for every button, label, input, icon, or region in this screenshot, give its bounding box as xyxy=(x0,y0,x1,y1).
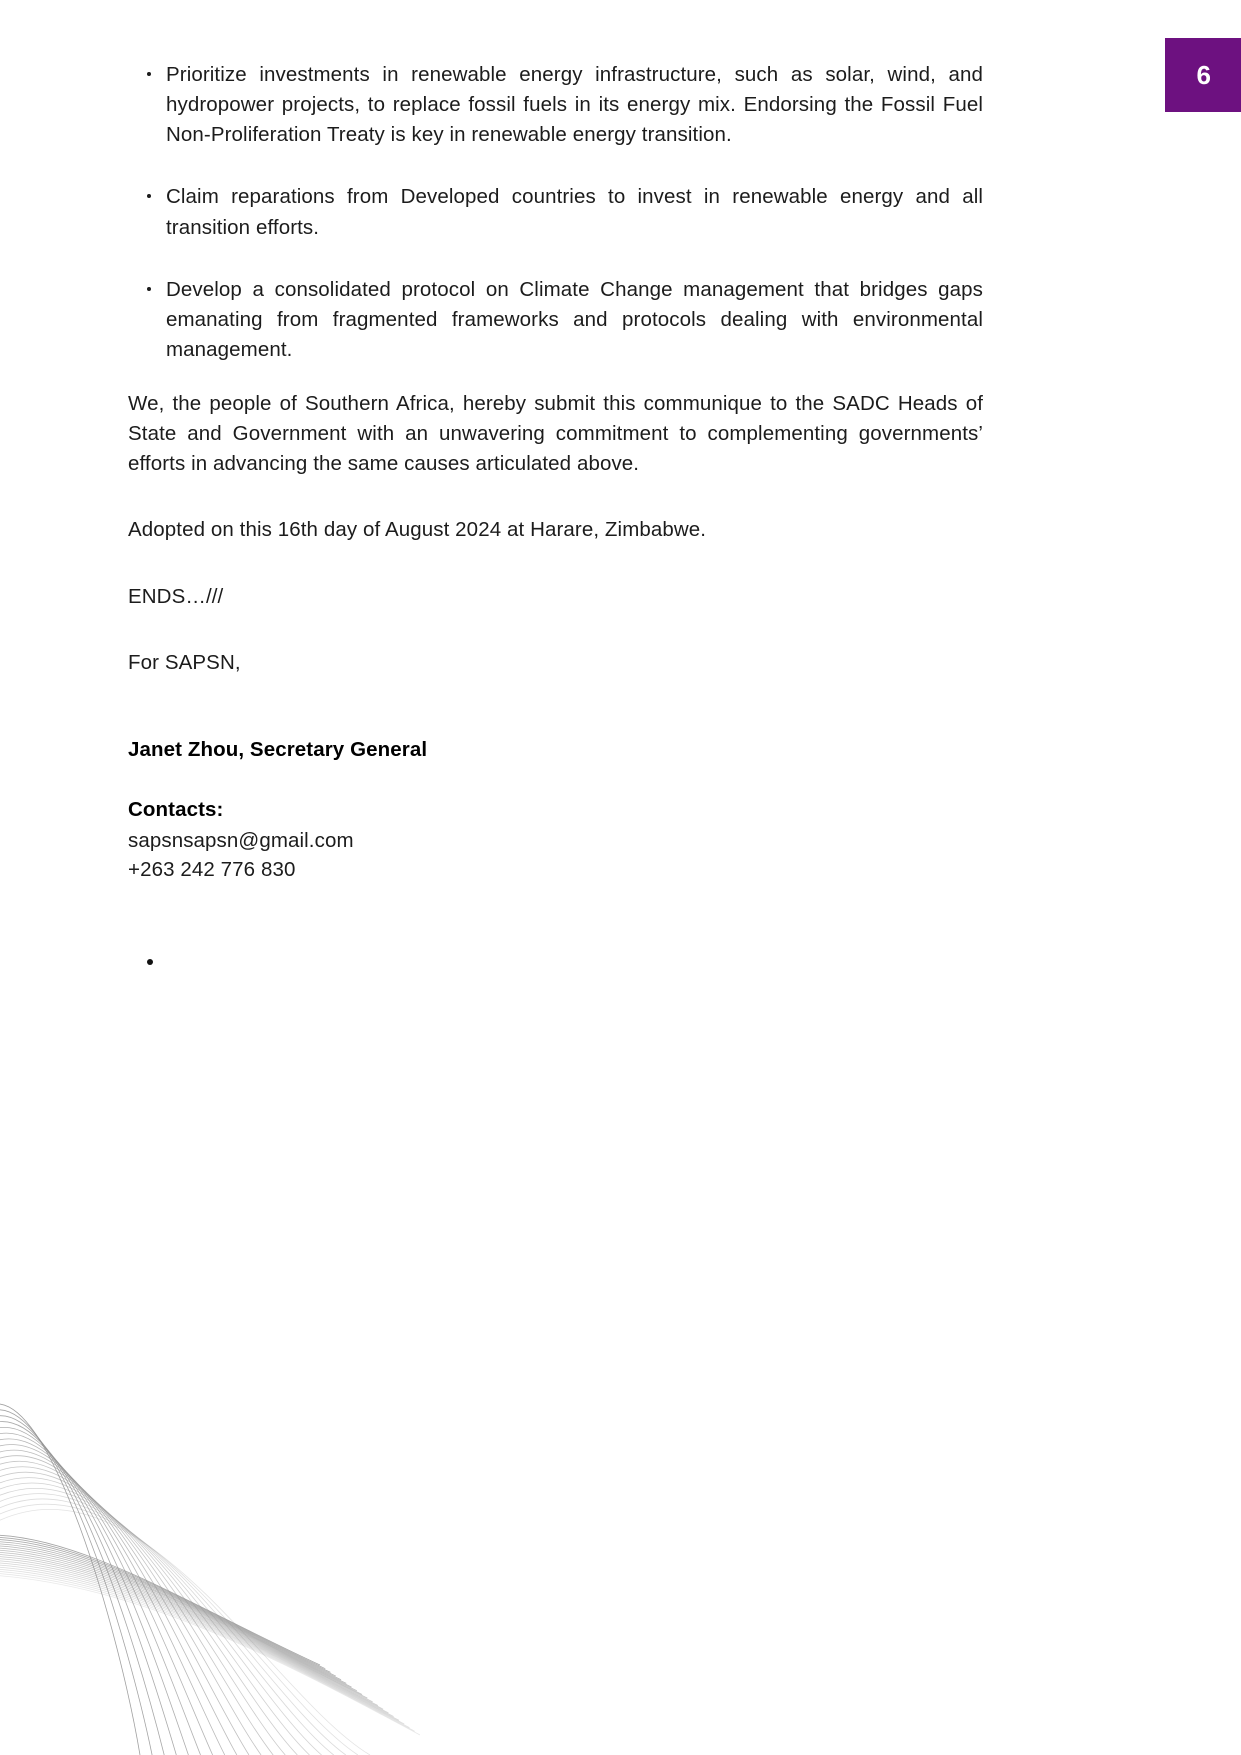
signature-spacer xyxy=(128,714,983,738)
closing-paragraph: We, the people of Southern Africa, hereby submit this communique to the SADC Heads of State and Government with an unwavering commitment to complementing governments’ efforts in advancing the same causes articulated above. xyxy=(128,392,983,476)
list-item: Develop a consolidated protocol on Climate Change management that bridges gaps emanating from fragmented frameworks and protocols dealing with environmental management. xyxy=(128,275,983,365)
contact-email: sapsnsapsn@gmail.com xyxy=(128,828,354,852)
page-content xyxy=(128,60,983,979)
signatory-name-title: Janet Zhou, Secretary General xyxy=(128,737,428,761)
for-organisation-line: For SAPSN, xyxy=(128,650,241,674)
page-number-value: 6 xyxy=(1196,60,1212,90)
contacts-heading: Contacts: xyxy=(128,797,224,821)
list-item: Prioritize investments in renewable energy infrastructure, such as solar, wind, and hydropower projects, to replace fossil fuels in its energy mix. Endorsing the Fossil Fuel Non-Proliferation Treaty is key in renewable energy transition. xyxy=(128,60,983,150)
empty-list-item xyxy=(128,949,983,979)
list-item: Claim reparations from Developed countries to invest in renewable energy and all transition efforts. xyxy=(128,182,983,242)
ends-line: ENDS…/// xyxy=(128,584,224,608)
adoption-line: Adopted on this 16th day of August 2024 at Harare, Zimbabwe. xyxy=(128,518,707,542)
page-number-badge xyxy=(1165,38,1241,112)
contact-phone: +263 242 776 830 xyxy=(128,858,296,882)
decorative-swirl-graphic xyxy=(0,1235,420,1755)
recommendations-list xyxy=(128,60,983,365)
section-spacer xyxy=(128,365,983,389)
